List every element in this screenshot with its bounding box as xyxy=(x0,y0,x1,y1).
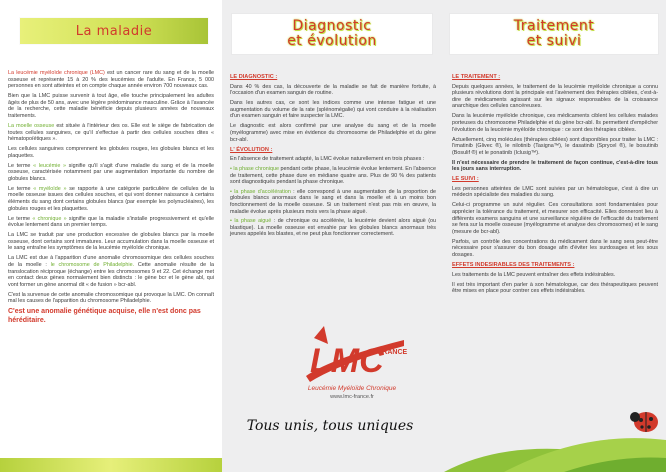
logo-subtext: FRANCE xyxy=(378,349,408,356)
paragraph-text: est un cancer rare du sang et de la moelle osseuse et représente 15 à 20 % des leucémies de l'adulte. En France, 5 000 personnes en sont atteintes et on compte chaque année environ 700 nouveaux cas. xyxy=(8,70,214,90)
highlight-term: La leucémie myéloïde chronique (LMC) xyxy=(8,70,105,76)
maladie-text xyxy=(8,70,214,329)
decorative-bar xyxy=(0,458,222,472)
paragraph-text: pendant cette phase, la leucémie évolue lentement. En l'absence de traitement, cette phase dure en médiane quatre ans. Plus de 90 % des patients sont diagnostiqués pendant la phase chronique. xyxy=(230,166,436,186)
highlight-term: La moelle osseuse xyxy=(8,122,55,129)
section-title xyxy=(514,19,594,49)
title-line: et suivi xyxy=(526,33,582,49)
paragraph: Les cellules sanguines comprennent les globules rouges, les globules blancs et les plaquettes. xyxy=(8,146,214,159)
column-maladie xyxy=(0,0,222,472)
paragraph: C'est la survenue de cette anomalie chromosomique qui provoque la LMC. On connaît mal les causes de l'apparition du chromosome Philadelphie. xyxy=(8,291,214,305)
paragraph-text: : elle correspond à une augmentation de la proportion de globules blancs anormaux dans le sang et dans la moelle et à un moins bon fonctionnement de la moelle osseuse. Si un traitement n'est pas mis en œuvre, la maladie évolue après plusieurs mois vers la phase aiguë. xyxy=(230,188,437,215)
highlight-term: • la phase aiguë xyxy=(230,218,272,225)
paragraph xyxy=(8,255,214,288)
paragraph: Dans les autres cas, ce sont les indices comme une intense fatigue et une augmentation du volume de la rate (splénomégalie) qui vont conduire à la réalisation d'un examen sanguin et faire suspecter la LMC. xyxy=(230,100,436,120)
paragraph xyxy=(8,123,214,143)
paragraph-text: est située à l'intérieur des os. Elle est le siège de fabrication de toutes cellules sanguines, ce qu'il s'effectue à partir des cellules souches dites « hématopoïétiques ». xyxy=(8,122,214,143)
paragraph: Les traitements de la LMC peuvent entraîner des effets indésirables. xyxy=(452,271,616,278)
paragraph xyxy=(8,216,214,229)
ladybug-icon xyxy=(630,412,658,432)
lmc-france-logo xyxy=(292,298,412,408)
section-heading: L' ÉVOLUTION : xyxy=(230,146,273,153)
section-heading: EFFETS INDESIRABLES DES TRAITEMENTS : xyxy=(452,261,575,268)
paragraph: Parfois, un contrôle des concentrations du médicament dans le sang sera peut-être nécessaire pour s'assurer du bon dosage afin d'éviter les surdosages et les sous dosages. xyxy=(452,238,658,258)
phase-list xyxy=(230,166,436,238)
slogan: Tous unis, tous uniques xyxy=(246,418,414,434)
list-item xyxy=(230,189,436,215)
paragraph: Depuis quelques années, le traitement de la leucémie myéloïde chronique a connu plusieurs révolutions dont la principale est l'avènement des thérapies ciblées, c'est-à-dire de médicaments agissant sur les signaux responsables de la croissance anarchique des cellules cancéreuses. xyxy=(452,83,658,110)
section-heading: LE TRAITEMENT : xyxy=(452,74,501,80)
paragraph-text: Cette anomalie résulte de la translocation réciproque (échange) entre les chromosomes 9 et 22. Cet échange met en contact deux gènes normalement bien distincts : le gène bcr et le gène abl, qui vont former un gène anormal dit « de fusion » bcr-abl. xyxy=(8,261,215,288)
highlight-term: • la phase d'accélération xyxy=(230,188,291,195)
highlight-term: le chromosome de Philadelphie. xyxy=(50,261,135,268)
logo-caption: Leucémie Myéloïde Chronique xyxy=(307,385,397,392)
highlight-term: • la phase chronique xyxy=(230,166,279,173)
paragraph-text: signifie que la maladie s'installe progressivement et qu'elle évolue lentement dans un premier temps. xyxy=(8,215,215,229)
title-banner-traitement xyxy=(450,14,658,54)
list-item xyxy=(230,218,436,238)
diagnostic-text xyxy=(230,74,436,241)
paragraph: Bien que la LMC puisse survenir à tout âge, elle touche principalement les adultes âgés de plus de 50 ans, avec une légère prédominance masculine. Grâce à l'avancée de la recherche, cette maladie bénéficie depuis plusieurs années de nouveaux traitements. xyxy=(8,93,214,119)
paragraph: Les personnes atteintes de LMC sont suivies par un hématologue, c'est à dire un médecin spécialiste des maladies du sang. xyxy=(452,185,658,199)
highlight-term: « chronique » xyxy=(32,215,67,222)
paragraph: Il n'est nécessaire de prendre le traitement de façon continue, c'est-à-dire tous les jours sans interruption. xyxy=(452,159,658,173)
paragraph: En l'absence de traitement adapté, la LMC évolue naturellement en trois phases : xyxy=(230,156,425,163)
section-title xyxy=(287,19,377,49)
paragraph-text: Le terme xyxy=(8,185,31,192)
highlight-term: « leucémie » xyxy=(33,162,66,169)
closing-statement: C'est une anomalie génétique acquise, elle n'est donc pas héréditaire. xyxy=(8,308,201,324)
section-title: La maladie xyxy=(75,23,153,39)
list-item xyxy=(230,166,436,186)
paragraph: Dans la leucémie myéloïde chronique, ces médicaments ciblent les cellules malades porteuses du chromosome Philadelphie et du gène bcr-abl. Ils permettent d'empêcher l'évolution de la leucémie myéloïde chronique : ce sont des thérapies ciblées. xyxy=(452,113,658,133)
paragraph-text: signifie qu'il s'agit d'une maladie du sang et de la moelle osseuse, caractérisée notamment par une augmentation importante du nombre de globules blancs. xyxy=(8,162,215,182)
paragraph: La LMC se traduit par une production excessive de globules blancs par la moelle osseuse, dont certains sont immatures. Leur accumulation dans la moelle osseuse et le sang entraîne les symptômes de la leucémie myéloïde chronique. xyxy=(8,232,214,252)
section-heading: LE SUIVI : xyxy=(452,176,479,183)
paragraph-text: : de chronique ou accélérée, la leucémie devient alors aiguë (ou blastique). La moelle osseuse est envahie par les globules blancs anormaux très jeunes appelés les blastes, et ne peut plus fonctionner correctement. xyxy=(230,218,437,238)
paragraph xyxy=(8,70,214,90)
traitement-text xyxy=(452,74,658,298)
paragraph-text: se rapporte à une catégorie particulière de cellules de la moelle osseuse issues des cellules souches, et qui vont donner naissance à certains éléments du sang dont certains globules blancs (par exemple les polynucléaires), les globules rouges et les plaquettes. xyxy=(8,185,215,212)
title-banner-diagnostic xyxy=(232,14,432,54)
highlight-term: « myéloïde » xyxy=(33,185,67,192)
paragraph-text: Le terme xyxy=(8,162,31,169)
title-line: Diagnostic xyxy=(292,18,372,34)
paragraph-text: La LMC est due à l'apparition d'une anomalie chromosomique des cellules souches de la moelle : xyxy=(8,255,214,268)
paragraph: Dans 40 % des cas, la découverte de la maladie se fait de manière fortuite, à l'occasion d'un examen sanguin de routine. xyxy=(230,83,436,97)
paragraph: Celui-ci programme un suivi régulier. Ces consultations sont fondamentales pour apprécier la tolérance du traitement, et mesurer son efficacité. Elles donneront lieu à différents examens sanguins et une surveillance régulière de l'efficacité du traitement se fera sur la moelle osseuse (myélogramme et analyse des chromosomes) et le sang (mesure de bcr-abl). xyxy=(452,202,658,235)
leaves-illustration xyxy=(444,400,666,472)
paragraph: Le diagnostic est alors confirmé par une analyse du sang et de la moelle (myélogramme) avec mise en évidence du chromosome de Philadelphie et du gène bcr-abl. xyxy=(230,123,436,143)
paragraph: Actuellement, cinq molécules (thérapies ciblées) sont disponibles pour traiter la LMC : l'imatinib (Glivec ®), le nilotinib (Tasigna™), le dasatinib (Sprycel ®), le bosutinib (Bosulif ®) et le ponatinib (Iclusig™). xyxy=(452,136,658,156)
title-line: Traitement xyxy=(513,18,595,34)
paragraph-text: Le terme xyxy=(8,215,31,222)
title-line: et évolution xyxy=(287,33,377,49)
logo-url: www.lmc-france.fr xyxy=(330,394,374,400)
logo-text: LMC xyxy=(310,342,384,380)
section-heading: LE DIAGNOSTIC : xyxy=(230,74,278,80)
paragraph xyxy=(8,186,214,212)
paragraph xyxy=(8,163,214,183)
title-banner-maladie xyxy=(20,18,208,44)
paragraph: Il est très important d'en parler à son hématologue, car des thérapeutiques peuvent être mises en place pour contrer ces effets indésirables. xyxy=(452,281,658,295)
